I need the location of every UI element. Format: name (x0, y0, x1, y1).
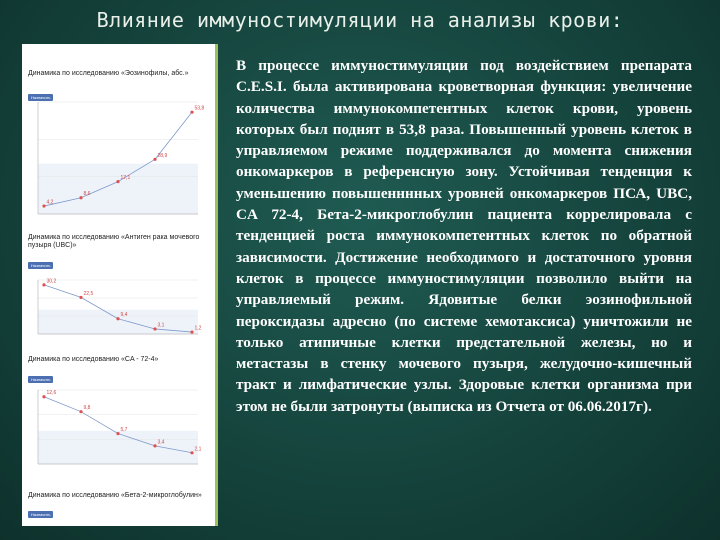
eosinophils-chart-title: Динамика по исследованию «Эозинофилы, абс.» (28, 70, 189, 77)
b2m-assign-button[interactable]: Назначить (28, 511, 53, 518)
data-point (79, 196, 82, 199)
data-label: 8,6 (83, 191, 91, 198)
data-label: 17,1 (120, 175, 131, 182)
ubc-chart-section (28, 234, 208, 272)
b2m-chart-title: Динамика по исследованию «Бета-2-микроглобулин» (28, 492, 202, 499)
eosinophils-assign-button[interactable]: Назначить (28, 94, 53, 101)
data-point (153, 327, 156, 330)
b2m-chart-section (28, 492, 208, 521)
ca724-assign-button[interactable]: Назначить (28, 376, 53, 383)
data-point (190, 330, 193, 333)
ubc-assign-button[interactable]: Назначить (28, 262, 53, 269)
data-point (42, 204, 45, 207)
data-point (190, 451, 193, 454)
data-label: 9,8 (83, 405, 91, 412)
data-label: 1,2 (194, 325, 202, 332)
data-label: 30,2 (46, 278, 57, 285)
data-label: 4,2 (46, 199, 54, 206)
data-label: 12,6 (46, 390, 57, 397)
data-point (153, 158, 156, 161)
data-label: 5,7 (120, 427, 128, 434)
ca724-chart (28, 382, 208, 474)
report-screenshot-panel (22, 44, 218, 526)
data-label: 22,5 (83, 290, 94, 297)
data-point (79, 410, 82, 413)
slide-body-text: В процессе иммуностимуляции под воздействием препарата C.E.S.I. была активирована кроветворная функция: увеличение количества иммунокомпетентных клеток крови, уровень которых был поднят в 53,8 раза. Повышенный уровень клеток в управляемом режиме поддерживался до момента снижения онкомаркеров в референсную зону. Устойчивая тенденция к уменьшению повышенннных уровней онкомаркеров ПСА, UBC, CA 72-4, Бета-2-микроглобулин пациента коррелировала с тенденцией роста иммунокомпетентных клеток по обратной зависимости. Достижение необходимого и достаточного уровня клеток в процессе иммуностимуляции позволило выйти на управляемый режим. Ядовитые белки эозинофильной пероксидазы адресно (по системе хемотаксиса) уничтожили не только атипичные клетки предстательной железы, но и метастазы в стенку мочевого пузыря, желудочно-кишечный тракт и лимфатические узлы. Здоровые клетки организма при этом не были затронуты (выписка из Отчета от 06.06.2017г). (236, 57, 692, 415)
data-label: 2,1 (194, 446, 202, 453)
data-label: 3,4 (157, 439, 165, 446)
data-label: 53,8 (194, 105, 205, 112)
data-label: 3,1 (157, 322, 165, 329)
eosinophils-chart (28, 94, 208, 224)
data-point (116, 180, 119, 183)
ca724-chart-title: Динамика по исследованию «CA - 72-4» (28, 356, 159, 363)
reference-band (38, 431, 198, 464)
data-label: 9,4 (120, 312, 128, 319)
data-point (116, 317, 119, 320)
slide-title: Влияние иммуностимуляции на анализы крови: (96, 8, 624, 32)
data-point (153, 444, 156, 447)
data-point (190, 111, 193, 114)
ubc-chart (28, 272, 208, 344)
reference-band (38, 164, 198, 214)
ubc-chart-title: Динамика по исследованию «Антиген рака мочевого пузыря (UBC)» (28, 234, 200, 249)
data-label: 28,9 (157, 152, 168, 159)
data-point (79, 296, 82, 299)
data-point (42, 283, 45, 286)
data-point (42, 395, 45, 398)
data-point (116, 432, 119, 435)
